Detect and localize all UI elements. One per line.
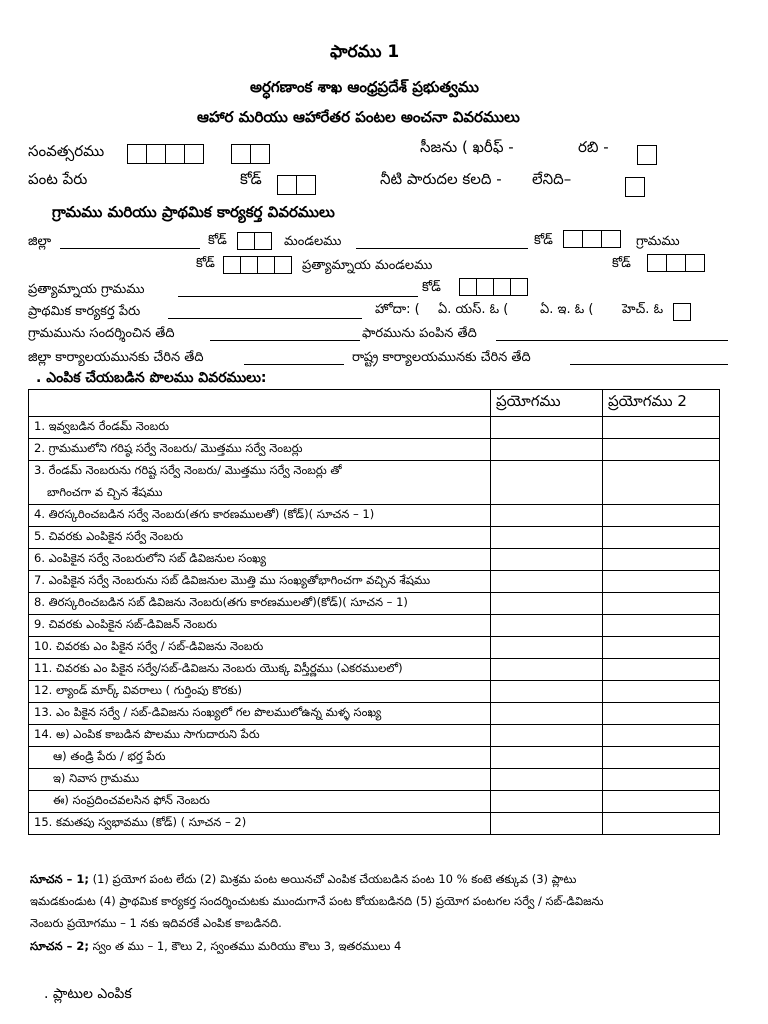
exp1-cell[interactable] [491, 637, 603, 659]
table-row [29, 615, 720, 637]
col-exp2-header: ప్రయోగము 2 [603, 390, 720, 417]
district-code-boxes[interactable] [238, 232, 272, 250]
table-row [29, 681, 720, 703]
form-title: ఫారము 1 [330, 42, 400, 62]
field-details-table [28, 389, 720, 835]
alt-village-field[interactable] [178, 285, 418, 297]
table-row [29, 747, 720, 769]
exp1-cell[interactable] [491, 769, 603, 791]
row-label: ఇ) నివాస గ్రామము [29, 769, 491, 791]
exp1-cell[interactable] [491, 571, 603, 593]
exp1-cell[interactable] [491, 615, 603, 637]
table-row [29, 461, 720, 483]
season-label: సీజను ( ఖరీఫ్ - [420, 138, 514, 156]
mandal-field[interactable] [356, 237, 528, 249]
exp1-cell[interactable] [491, 659, 603, 681]
sent-date-label: ఫారమును పంపిన తేది [362, 326, 477, 341]
village-section-heading: గ్రామము మరియు ప్రాథమిక కార్యకర్త వివరములు [52, 203, 335, 221]
note2-text: స్వం త ము – 1, కౌలు 2, స్వంతము మరియు కౌలు 3, ఇతరములు 4 [92, 939, 402, 953]
row-label: ఆ) తండ్రి పేరు / భర్త పేరు [29, 747, 491, 769]
village-code-boxes[interactable] [224, 256, 292, 274]
exp1-cell[interactable] [491, 483, 603, 505]
row-label: 15. కమతపు స్వభావము (కోడ్) ( సూచన – 2) [29, 813, 491, 835]
designation-label: హోదా: ( [375, 302, 420, 317]
exp2-cell[interactable] [603, 659, 720, 681]
exp2-cell[interactable] [603, 593, 720, 615]
exp2-cell[interactable] [603, 813, 720, 835]
table-row [29, 505, 720, 527]
row-label: 9. చివరకు ఎంపికైన సబ్-డివిజన్ నెంబరు [29, 615, 491, 637]
village-code-label: కోడ్ [196, 256, 215, 271]
rabi-box[interactable] [638, 144, 657, 165]
row-label: 7. ఎంపికైన సర్వే నెంబరును సబ్ డివిజనుల మొత్తి ము సంఖ్యతోభాగించగా వచ్చిన శేషము [29, 571, 491, 593]
note1 [30, 868, 576, 890]
row-label: 11. చివరకు ఎం పికైన సర్వే/సబ్-డివిజను నెంబరు యొక్క విస్తీర్ణము (ఎకరములలో) [29, 659, 491, 681]
mandal-label: మండలము [284, 234, 342, 249]
rabi-label: రబి - [578, 138, 609, 156]
exp1-cell[interactable] [491, 725, 603, 747]
department-name: అర్ధగణాంక శాఖ ఆంధ్రప్రదేశ్ ప్రభుత్వము [250, 78, 479, 96]
irrigation-label: నీటి పారుదల కలది - [380, 170, 502, 188]
state-recv-label: రాష్ట్ర కార్యాలయమునకు చేరిన తేది [352, 350, 531, 365]
row-label: 13. ఎం పికైన సర్వే / సబ్-డివిజను సంఖ్యలో గల పొలములోఉన్న మళ్ళ సంఖ్య [29, 703, 491, 725]
exp1-cell[interactable] [491, 593, 603, 615]
crop-code-label: కోడ్ [240, 170, 262, 188]
exp2-cell[interactable] [603, 505, 720, 527]
crop-code-boxes[interactable] [278, 175, 316, 195]
row-label: బాగించగా వ చ్చిన శేషము [29, 483, 491, 505]
exp1-cell[interactable] [491, 703, 603, 725]
note1-line2: ఇమడకుండుట (4) ప్రాథమిక కార్యకర్త సందర్శించుటకు ముందుగానే పంట కోయబడినది (5) ప్రయోగ పంటగల సర్వే / సబ్-డివిజను [30, 894, 604, 908]
district-field[interactable] [60, 237, 200, 249]
exp1-cell[interactable] [491, 791, 603, 813]
year-suffix-boxes[interactable] [232, 144, 270, 164]
district-code-label: కోడ్ [208, 233, 227, 248]
row-label: 2. గ్రామములోని గరిష్ఠ సర్వే నెంబరు/ మొత్తము సర్వే నెంబర్లు [29, 439, 491, 461]
exp2-cell[interactable] [603, 549, 720, 571]
row-label: 4. తిరస్కరించబడిన సర్వే నెంబరు(తగు కారణములతో) (కోడ్)( సూచన – 1) [29, 505, 491, 527]
ho-label: హెచ్. ఓ [622, 302, 664, 317]
table-row [29, 637, 720, 659]
exp1-cell[interactable] [491, 681, 603, 703]
table-section-heading: . ఎంపిక చేయబడిన పొలము వివరములు: [36, 370, 267, 386]
table-row [29, 791, 720, 813]
table-row [29, 725, 720, 747]
visit-date-field[interactable] [210, 329, 360, 341]
exp2-cell[interactable] [603, 725, 720, 747]
exp1-cell[interactable] [491, 813, 603, 835]
table-row [29, 703, 720, 725]
exp2-cell[interactable] [603, 483, 720, 505]
exp2-cell[interactable] [603, 439, 720, 461]
row-label: 5. చివరకు ఎంపికైన సర్వే నెంబరు [29, 527, 491, 549]
table-row [29, 417, 720, 439]
exp2-cell[interactable] [603, 571, 720, 593]
row-label: ఈ) సంప్రదించవలసిన ఫోన్ నెంబరు [29, 791, 491, 813]
alt-mandal-label: ప్రత్యామ్నాయ మండలము [302, 258, 433, 273]
village-label: గ్రామము [636, 234, 680, 249]
exp1-cell[interactable] [491, 549, 603, 571]
district-recv-label: జిల్లా కార్యాలయమునకు చేరిన తేది [28, 350, 204, 365]
alt-village-label: ప్రత్యామ్నాయ గ్రామము [28, 282, 145, 297]
table-row [29, 659, 720, 681]
row-label: 6. ఎంపికైన సర్వే నెంబరులోని సబ్ డివిజనుల సంఖ్య [29, 549, 491, 571]
district-label: జిల్లా [28, 234, 52, 249]
year-label: సంవత్సరము [28, 142, 105, 160]
year-boxes[interactable] [128, 144, 204, 164]
exp1-cell[interactable] [491, 505, 603, 527]
row-label: 14. అ) ఎంపిక కాబడిన పొలము సాగుదారుని పేరు [29, 725, 491, 747]
exp2-cell[interactable] [603, 637, 720, 659]
plot-selection-heading: . ప్లాటుల ఎంపిక [44, 986, 132, 1002]
alt-village-code-boxes[interactable] [460, 278, 528, 296]
table-header-row [29, 390, 720, 417]
table-row [29, 527, 720, 549]
worker-name-label: ప్రాథమిక కార్యకర్త పేరు [28, 304, 141, 319]
worker-name-field[interactable] [168, 307, 362, 319]
row-label: 12. ల్యాండ్ మార్క్ వివరాలు ( గుర్తింపు కొరకు) [29, 681, 491, 703]
note1-line1: (1) ప్రయోగ పంట లేదు (2) మిశ్రమ పంట అయినచో ఎంపిక చేయబడిన పంట 10 % కంటె తక్కువ (3) ప్లాటు [92, 872, 577, 886]
sent-date-field[interactable] [496, 329, 728, 341]
table-row [29, 769, 720, 791]
note1-line3: నెంబరు ప్రయోగము – 1 నకు ఇదివరకే ఎంపిక కాబడినది. [30, 916, 282, 930]
alt-village-code-label: కోడ్ [422, 280, 441, 295]
exp1-cell[interactable] [491, 527, 603, 549]
exp2-cell[interactable] [603, 615, 720, 637]
exp1-cell[interactable] [491, 747, 603, 769]
aso-label: ఏ. యస్. ఓ ( [438, 302, 509, 317]
row-label: 1. ఇవ్వబడిన రేండమ్ నెంబరు [29, 417, 491, 439]
note2 [30, 935, 401, 957]
exp1-cell[interactable] [491, 439, 603, 461]
table-row [29, 813, 720, 835]
exp2-cell[interactable] [603, 461, 720, 483]
district-recv-field[interactable] [244, 353, 344, 365]
table-row [29, 593, 720, 615]
exp1-cell[interactable] [491, 461, 603, 483]
form-subject: ఆహార మరియు ఆహారేతర పంటల అంచనా వివరములు [197, 108, 520, 126]
table-row [29, 549, 720, 571]
row-label: 3. రేండమ్ నెంబరును గరిష్ట సర్వే నెంబరు/ మొత్తము సర్వే నెంబర్లు తో [29, 461, 491, 483]
table-row [29, 439, 720, 461]
no-irrigation-label: లేనిది– [532, 170, 572, 188]
row-label: 10. చివరకు ఎం పికైన సర్వే / సబ్-డివిజను నెంబరు [29, 637, 491, 659]
note1-label: సూచన – 1; [30, 872, 89, 886]
exp2-cell[interactable] [603, 703, 720, 725]
exp2-cell[interactable] [603, 527, 720, 549]
alt-mandal-code-boxes[interactable] [648, 254, 705, 272]
visit-date-label: గ్రామమును సందర్శించిన తేది [28, 326, 175, 341]
col-exp1-header: ప్రయోగము [491, 390, 603, 417]
alt-mandal-code-label: కోడ్ [612, 256, 631, 271]
ho-box[interactable] [674, 301, 691, 321]
exp2-cell[interactable] [603, 791, 720, 813]
aeo-label: ఏ. ఇ. ఓ ( [540, 302, 594, 317]
state-recv-field[interactable] [570, 353, 728, 365]
table-row [29, 483, 720, 505]
exp2-cell[interactable] [603, 769, 720, 791]
table-row [29, 571, 720, 593]
exp2-cell[interactable] [603, 747, 720, 769]
row-label: 8. తిరస్కరించబడిన సబ్ డివిజను నెంబరు(తగు కారణములతో)(కోడ్)( సూచన – 1) [29, 593, 491, 615]
exp2-cell[interactable] [603, 417, 720, 439]
exp1-cell[interactable] [491, 417, 603, 439]
crop-label: పంట పేరు [28, 170, 88, 188]
irrigation-box[interactable] [626, 176, 645, 197]
exp2-cell[interactable] [603, 681, 720, 703]
mandal-code-boxes[interactable] [564, 230, 621, 248]
mandal-code-label: కోడ్ [534, 233, 553, 248]
note2-label: సూచన – 2; [30, 939, 89, 953]
